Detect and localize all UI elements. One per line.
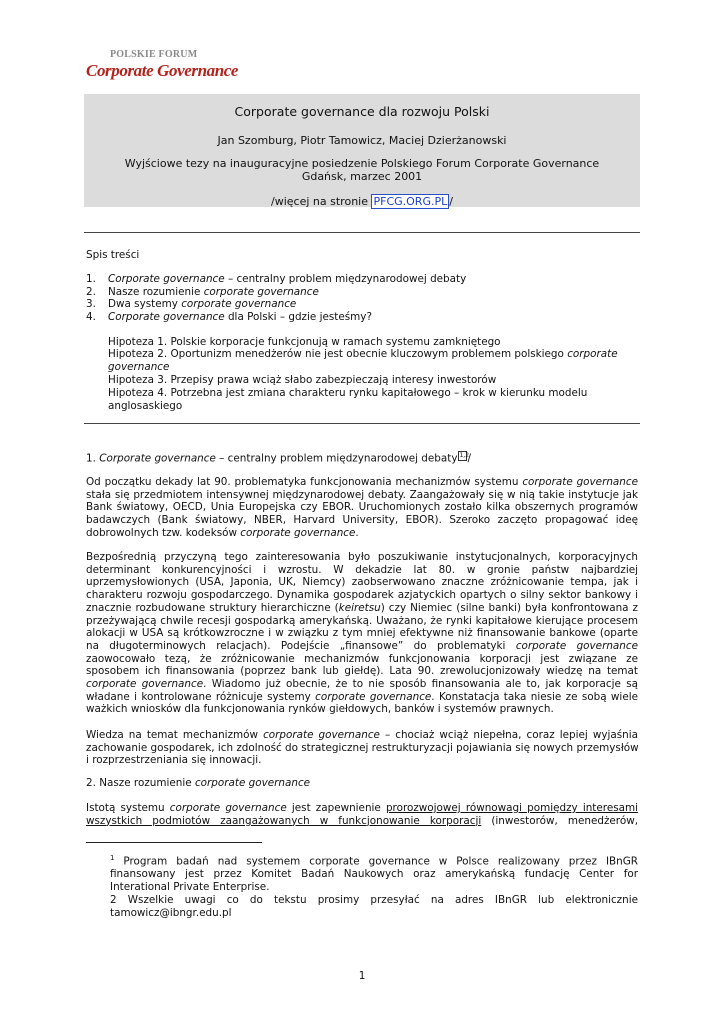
paragraph-line: sposobem ich finansowania (poprzez bank lub giełdę). Lata 90. zrewolucjonizowały wiedzę na temat xyxy=(86,665,638,678)
hypothesis-2-text: Hipoteza 2. Oportunizm menedżerów nie jest obecnie kluczowym problemem polskiego xyxy=(108,348,568,360)
toc-num: 3. xyxy=(86,298,96,310)
paragraph-line: władane i kontrolowane różnicuje systemy corporate governance. Konstatacja taka niesie ze sobą wiele xyxy=(86,690,638,703)
divider-middle xyxy=(84,423,640,424)
paragraph-line: znacznie rozbudowane struktury hierarchiczne (keiretsu) czy Niemiec (silne banki) była konfrontowana z xyxy=(86,601,639,614)
section-1-heading xyxy=(86,451,471,465)
footnote-ref-icon[interactable]: 1,2 xyxy=(459,452,470,459)
section-1-heading-rest: – centralny problem międzynarodowej debaty xyxy=(215,452,458,465)
hypothesis-2-it-cont: governance xyxy=(108,360,170,373)
s2-underlined-2: wszystkich podmiotów zaangażowanych w funkcjonowanie korporacji xyxy=(86,814,482,827)
paragraph-line: uprzemysłowionych (USA, Japonia, UK, Niemcy) zaobserwowano znaczne zróżnicowanie tempa, jak i xyxy=(86,576,638,589)
more-info-suffix: / xyxy=(449,195,453,208)
paragraph-line: dobrowolnych tzw. kodeksów corporate governance. xyxy=(86,526,359,539)
title-box xyxy=(84,94,640,207)
footnote-1-line-3: Interational Private Enterprise. xyxy=(110,881,270,894)
paragraph-line: Wiedza na temat mechanizmów corporate governance – chociaż wciąż niepełna, coraz lepiej wyjaśnia xyxy=(86,729,638,741)
subtitle: Wyjściowe tezy na inauguracyjne posiedzenie Polskiego Forum Corporate Governance xyxy=(124,157,600,170)
footnote-divider xyxy=(86,842,262,843)
hypothesis-4-line-2: anglosaskiego xyxy=(108,399,183,412)
footnote-1-line-1 xyxy=(110,852,638,868)
toc-item-1-it: Corporate governance xyxy=(108,273,225,285)
s2-it: corporate governance xyxy=(169,802,287,814)
section-1-number: 1. xyxy=(86,452,100,465)
paragraph-line: stała się przedmiotem intensywnej międzynarodowej debaty. Zaangażowały się w nią takie instytucje jak xyxy=(86,488,638,501)
website-link[interactable]: PFCG.ORG.PL xyxy=(373,195,448,208)
hypothesis-3: Hipoteza 3. Przepisy prawa wciąż słabo zabezpieczają interesy inwestorów xyxy=(108,374,497,386)
footnote-1-line-2: finansowany jest przez Komitet Badań Naukowych oraz amerykańską fundację Center for xyxy=(110,868,638,881)
section-2-line-2 xyxy=(86,815,638,828)
more-info xyxy=(84,195,640,208)
more-info-prefix: /więcej na stronie xyxy=(271,195,372,208)
section-2-heading-text: 2. Nasze rozumienie xyxy=(86,777,195,789)
toc-item-2-it: corporate governance xyxy=(203,286,319,298)
section-1-paragraph-1 xyxy=(86,476,638,540)
section-1-paragraph-3 xyxy=(86,729,638,767)
paragraph-line: zachowanie gospodarek, ich zdolność do strategicznej restrukturyzacji pojawiania się nowych przemysłów xyxy=(86,741,639,754)
toc-item-4-rest: dla Polski – gdzie jesteśmy? xyxy=(224,311,372,323)
toc-item-4-it: Corporate governance xyxy=(108,311,225,323)
hypothesis-2 xyxy=(108,348,628,374)
footnote-2-email[interactable]: tamowicz@ibngr.edu.pl xyxy=(110,906,232,919)
footnote-2-line-1: 2 Wszelkie uwagi co do tekstu prosimy przesyłać na adres IBnGR lub elektronicznie xyxy=(110,894,638,906)
logo-line-2: Corporate Governance xyxy=(86,61,239,80)
toc-heading: Spis treści xyxy=(86,249,140,261)
toc-num: 2. xyxy=(86,286,96,298)
toc-num: 4. xyxy=(86,311,96,323)
section-1-heading-suffix: / xyxy=(467,452,471,465)
divider-top xyxy=(84,232,640,233)
toc-num: 1. xyxy=(86,273,96,285)
section-1-heading-it: Corporate governance xyxy=(99,452,216,465)
section-2-line-1 xyxy=(86,802,638,815)
toc-item-1[interactable] xyxy=(86,273,466,286)
paragraph-line: alokacji w USA są krótkowzroczne i w związku z tym mniej efektywne niż finansowanie bankowe (oparte xyxy=(86,627,638,640)
logo-line-1: POLSKIE FORUM xyxy=(110,49,198,60)
paragraph-line: Od początku dekady lat 90. problematyka funkcjonowania mechanizmów systemu corporate governance xyxy=(86,476,638,488)
footnote-1 xyxy=(110,852,638,894)
paragraph-line: zaowocowało tezą, że zróżnicowanie mechanizmów funkcjonowania korporacji jest związane ze xyxy=(86,652,638,665)
footnote-2 xyxy=(110,894,638,920)
paragraph-line: na długoterminowych relacjach). Podejście „finansowe” do problematyki corporate governance xyxy=(86,639,638,652)
hypothesis-4-line-1: Hipoteza 4. Potrzebna jest zmiana charakteru rynku kapitałowego – krok w kierunku modelu xyxy=(108,387,588,399)
section-2-heading-it: corporate governance xyxy=(194,777,311,789)
toc-item-3[interactable] xyxy=(86,298,296,311)
footnote-1-text-1: Program badań nad systemem corporate governance w Polsce realizowany przez IBnGR xyxy=(114,855,638,868)
s2-pre: Istotą systemu xyxy=(86,802,170,814)
hypothesis-1: Hipoteza 1. Polskie korporacje funkcjonują w ramach systemu zamkniętego xyxy=(108,336,501,348)
section-1-paragraph-2 xyxy=(86,551,638,716)
toc-item-4[interactable] xyxy=(86,311,372,324)
toc-item-1-rest: – centralny problem międzynarodowej debaty xyxy=(224,273,467,285)
paragraph-line: ważkich wniosków dla funkcjonowania rynków giełdowych, banków i systemów prawnych. xyxy=(86,703,554,716)
logo xyxy=(86,49,239,89)
paragraph-line: charakteru rozwoju gospodarczego. Dynamika gospodarek azjatyckich opartych o silny sektor bankowy i xyxy=(86,589,638,602)
place-date: Gdańsk, marzec 2001 xyxy=(301,170,423,183)
section-2-paragraph-1 xyxy=(86,802,638,827)
toc-item-3-it: corporate governance xyxy=(181,298,297,310)
page-number: 1 xyxy=(358,970,366,982)
hypothesis-2-it: corporate xyxy=(567,348,618,360)
toc-item-3-pre: Dwa systemy xyxy=(108,298,182,310)
section-2-heading xyxy=(86,777,310,790)
paragraph-line: Bezpośrednią przyczyną tego zainteresowania było poszukiwanie instytucjonalnych, korporacyjnych xyxy=(86,551,638,563)
document-title: Corporate governance dla rozwoju Polski xyxy=(234,104,490,119)
paragraph-line: i rozprzestrzeniania się innowacji. xyxy=(86,754,262,767)
footnote-1-mark: 1 xyxy=(110,854,115,862)
s2-mid: jest zapewnienie xyxy=(286,802,386,814)
toc-item-2[interactable] xyxy=(86,286,319,299)
s2-rest: (inwestorów, menedżerów, xyxy=(481,814,638,827)
paragraph-line: przeżywającą chwile recesji gospodarką amerykańską. Uważano, że rynki kapitałowe kierujące procesem xyxy=(86,614,638,627)
paragraph-line: corporate governance. Wiadomo już obecnie, że to nie sposób finansowania ale to, jak korporacje są xyxy=(86,678,638,691)
hypothesis-4 xyxy=(108,387,628,413)
authors: Jan Szomburg, Piotr Tamowicz, Maciej Dzierżanowski xyxy=(217,134,507,147)
paragraph-line: badawczych (Bank światowy, NBER, Harvard University, EBOR). Szeroko zaczęto propagować ideę xyxy=(86,514,638,527)
paragraph-line: determinant konkurencyjności i wzrostu. W dekadzie lat 80. w gronie państw najbardziej xyxy=(86,563,638,576)
s2-underlined-1: prorozwojowej równowagi pomiędzy interesami xyxy=(385,802,638,814)
paragraph-line: Bank światowy, OECD, Unia Europejska czy EBOR. Uruchomionych zostało kilka obszernych programów xyxy=(86,501,638,514)
toc-item-2-pre: Nasze rozumienie xyxy=(108,286,204,298)
